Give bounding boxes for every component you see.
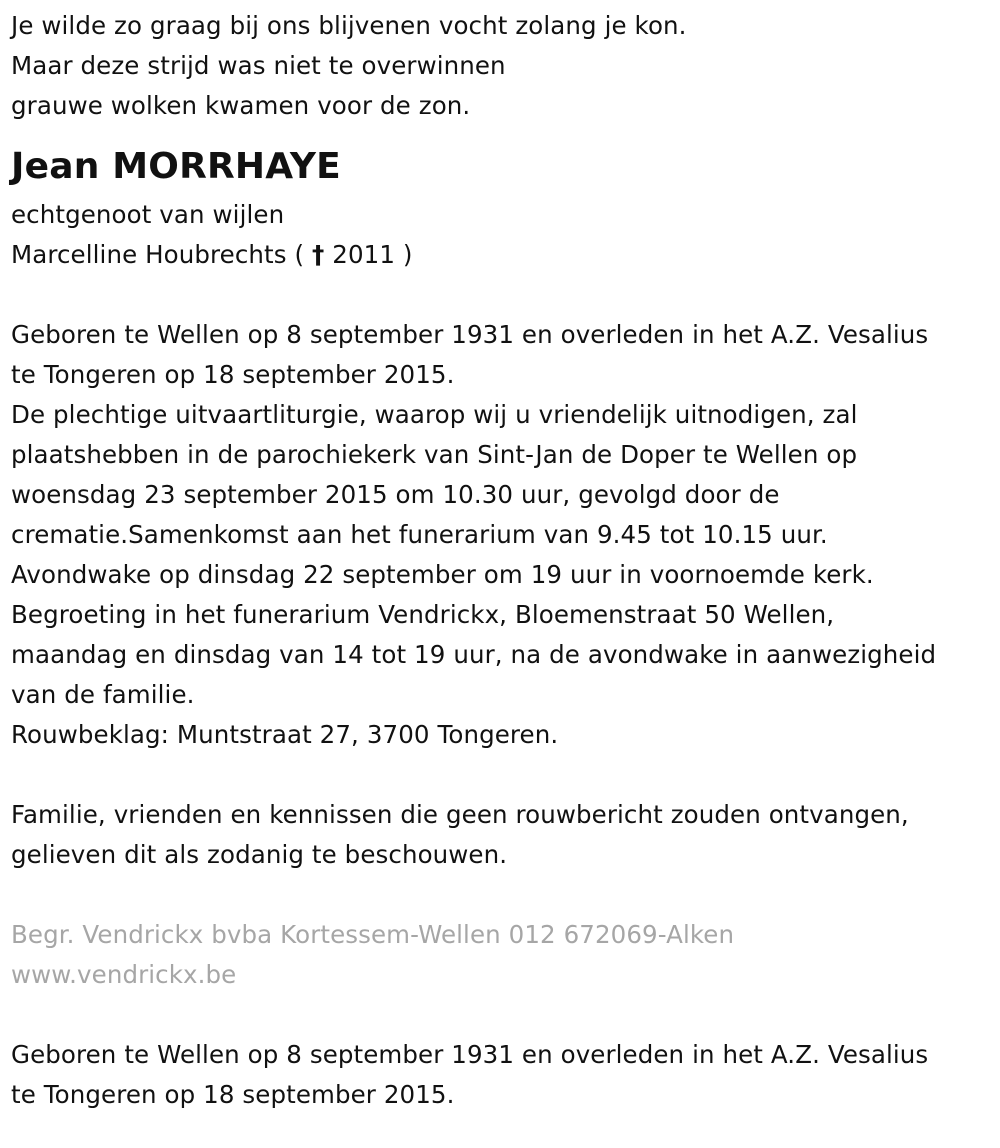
poem-line: Je wilde zo graag bij ons blijvenen vocht zolang je kon.: [11, 11, 687, 40]
spacer: [11, 875, 1000, 915]
announcement-line: Avondwake op dinsdag 22 september om 19 uur in voornoemde kerk.: [11, 560, 874, 589]
notice-line: Familie, vrienden en kennissen die geen rouwbericht zouden ontvangen,: [11, 800, 909, 829]
funeral-home-website: www.vendrickx.be: [11, 960, 237, 989]
spouse-year: 2011 ): [332, 240, 413, 269]
announcement-line: Geboren te Wellen op 8 september 1931 en overleden in het A.Z. Vesalius: [11, 320, 929, 349]
announcement: [11, 315, 1000, 755]
poem-line: Maar deze strijd was niet te overwinnen: [11, 51, 506, 80]
poem: [11, 6, 1000, 126]
announcement-line: van de familie.: [11, 680, 195, 709]
footer-line: Geboren te Wellen op 8 september 1931 en overleden in het A.Z. Vesalius: [11, 1040, 929, 1069]
funeral-home: [11, 915, 1000, 995]
announcement-line: Rouwbeklag: Muntstraat 27, 3700 Tongeren.: [11, 720, 559, 749]
spacer: [11, 275, 1000, 315]
spacer: [11, 995, 1000, 1035]
spouse-name: Marcelline Houbrechts (: [11, 240, 305, 269]
announcement-line: te Tongeren op 18 september 2015.: [11, 360, 455, 389]
notice: [11, 795, 1000, 875]
footer: [11, 1035, 1000, 1115]
announcement-line: De plechtige uitvaartliturgie, waarop wij u vriendelijk uitnodigen, zal: [11, 400, 858, 429]
footer-line: te Tongeren op 18 september 2015.: [11, 1080, 455, 1109]
deceased-name: Jean MORRHAYE: [11, 146, 341, 187]
announcement-line: Begroeting in het funerarium Vendrickx, Bloemenstraat 50 Wellen,: [11, 600, 835, 629]
funeral-home-line: Begr. Vendrickx bvba Kortessem-Wellen 012 672069-Alken: [11, 920, 735, 949]
announcement-line: maandag en dinsdag van 14 tot 19 uur, na de avondwake in aanwezigheid: [11, 640, 937, 669]
notice-line: gelieven dit als zodanig te beschouwen.: [11, 840, 508, 869]
poem-line: grauwe wolken kwamen voor de zon.: [11, 91, 471, 120]
announcement-line: crematie.Samenkomst aan het funerarium van 9.45 tot 10.15 uur.: [11, 520, 828, 549]
spouse-line: [11, 235, 1000, 275]
announcement-line: plaatshebben in de parochiekerk van Sint-Jan de Doper te Wellen op: [11, 440, 858, 469]
announcement-line: woensdag 23 september 2015 om 10.30 uur, gevolgd door de: [11, 480, 780, 509]
spacer: [11, 755, 1000, 795]
spouse-info: [11, 195, 1000, 275]
cross-icon: †: [312, 240, 325, 269]
relation-line: echtgenoot van wijlen: [11, 200, 285, 229]
